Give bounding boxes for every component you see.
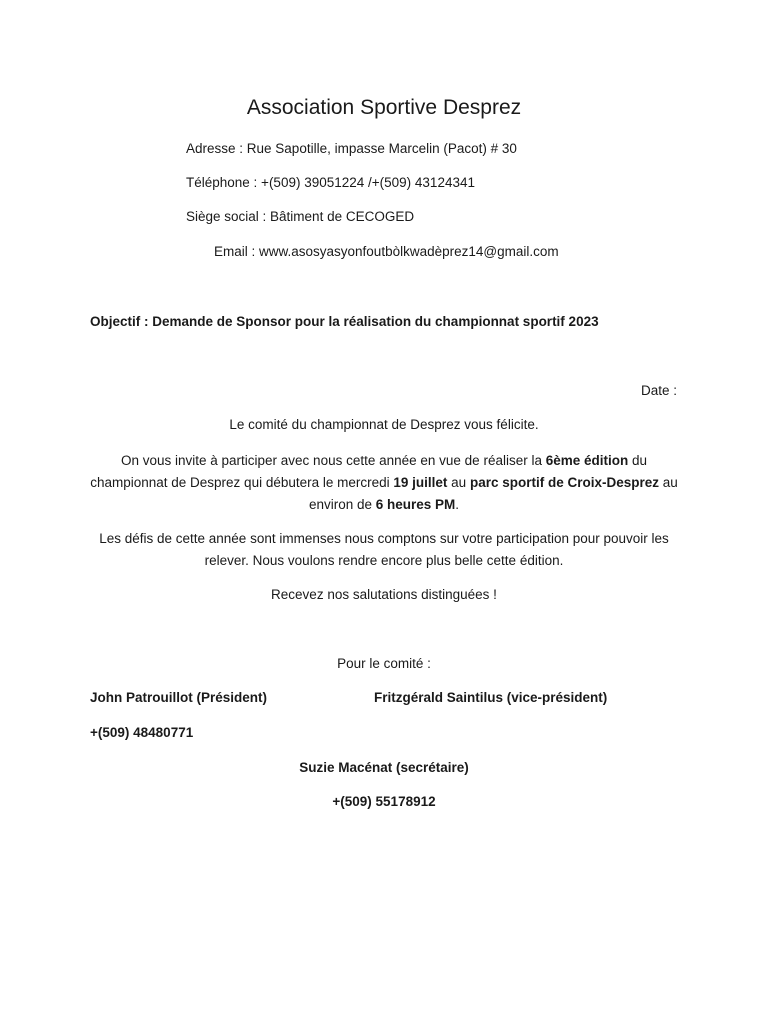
invite-text-5: . <box>455 497 460 512</box>
secretary-phone: +(509) 55178912 <box>332 794 436 809</box>
edition-highlight: 6ème édition <box>545 453 629 468</box>
invite-text-4: au environ de <box>308 475 678 512</box>
president-phone: +(509) 48480771 <box>90 725 194 740</box>
invite-text-3: au <box>447 475 470 490</box>
invitation-paragraph <box>84 450 684 516</box>
president-name: John Patrouillot (Président) <box>90 690 268 705</box>
invite-text-1: On vous invite à participer avec nous cette année en vue de réaliser la <box>120 453 546 468</box>
office-line: Siège social : Bâtiment de CECOGED <box>186 209 415 224</box>
secretary-name: Suzie Macénat (secrétaire) <box>299 760 469 775</box>
date-highlight: 19 juillet <box>393 475 448 490</box>
phone-line: Téléphone : +(509) 39051224 /+(509) 43124341 <box>186 175 475 190</box>
address-line: Adresse : Rue Sapotille, impasse Marcelin (Pacot) # 30 <box>186 141 517 156</box>
signature-intro: Pour le comité : <box>337 656 431 671</box>
objective-line: Objectif : Demande de Sponsor pour la réalisation du championnat sportif 2023 <box>90 314 599 329</box>
greeting-line: Le comité du championnat de Desprez vous félicite. <box>229 417 539 432</box>
invite-text-2: du championnat de Desprez qui débutera le mercredi <box>90 453 648 490</box>
email-line: Email : www.asosyasyonfoutbòlkwadèprez14@gmail.com <box>214 244 559 259</box>
closing-line: Recevez nos salutations distinguées ! <box>271 587 497 602</box>
challenges-paragraph: Les défis de cette année sont immenses nous comptons sur votre participation pour pouvoir les relever. Nous voulons rendre encore plus belle cette édition. <box>99 531 669 568</box>
vice-president-name: Fritzgérald Saintilus (vice-président) <box>374 690 608 705</box>
association-title: Association Sportive Desprez <box>246 96 522 119</box>
date-label: Date : <box>640 383 677 398</box>
time-highlight: 6 heures PM <box>375 497 456 512</box>
place-highlight: parc sportif de Croix-Desprez <box>469 475 659 490</box>
